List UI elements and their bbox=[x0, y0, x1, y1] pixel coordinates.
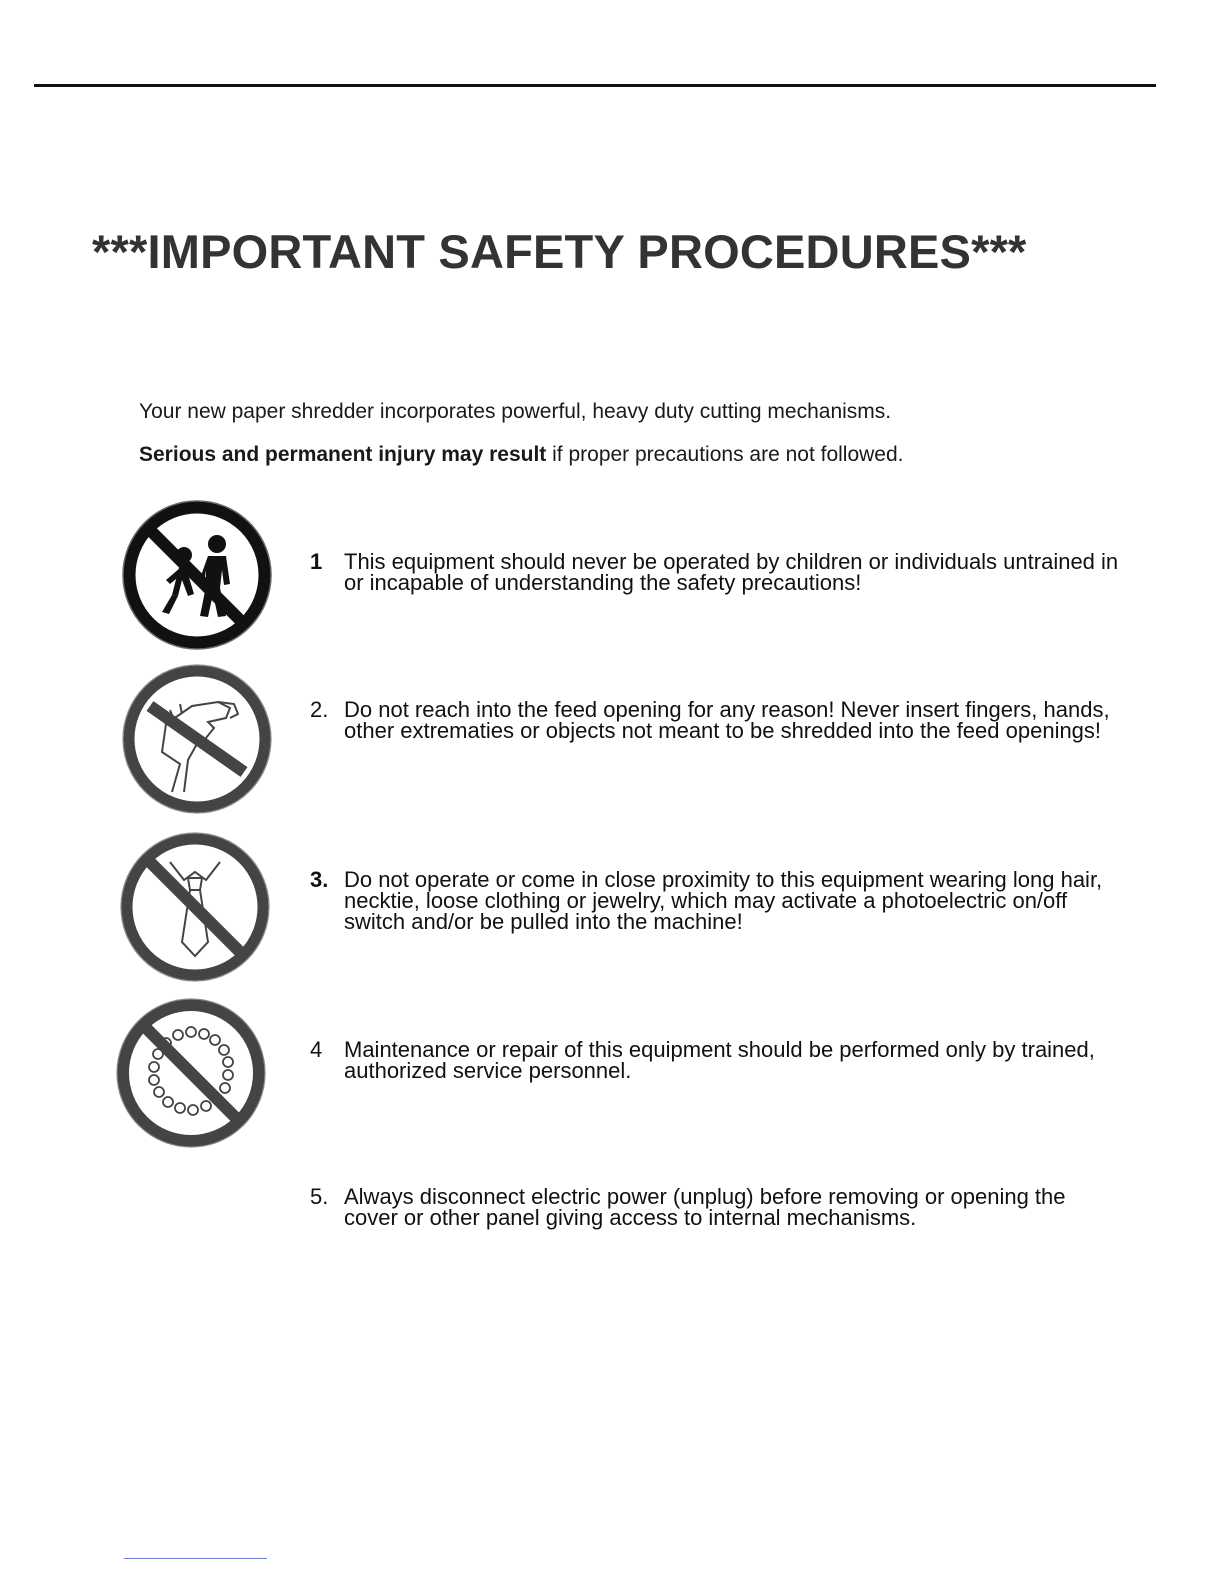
item-number: 1 bbox=[310, 549, 323, 574]
intro-warning-rest: if proper precautions are not followed. bbox=[546, 443, 904, 466]
page-title: ***IMPORTANT SAFETY PROCEDURES*** bbox=[92, 225, 1027, 278]
item-number: 5. bbox=[310, 1184, 329, 1209]
item-text: Always disconnect electric power (unplug) before removing or opening the cover or other panel giving access to internal mechanisms. bbox=[344, 1184, 1066, 1230]
no-hands-icon bbox=[122, 664, 272, 814]
intro-line-2 bbox=[139, 443, 1099, 467]
item-text: Maintenance or repair of this equipment should be performed only by trained, authorized service personnel. bbox=[344, 1037, 1095, 1083]
footer-divider bbox=[124, 1558, 267, 1559]
no-jewelry-icon bbox=[116, 998, 266, 1148]
intro-warning-bold: Serious and permanent injury may result bbox=[139, 443, 547, 466]
item-number: 4 bbox=[310, 1037, 323, 1062]
item-text: Do not operate or come in close proximity to this equipment wearing long hair, necktie, loose clothing or jewelry, which may activate a photoelectric on/off switch and/or be pulled into the machine! bbox=[344, 867, 1103, 934]
item-text: This equipment should never be operated by children or individuals untrained in or incapable of understanding the safety precautions! bbox=[344, 549, 1119, 595]
no-children-icon bbox=[122, 500, 272, 650]
intro-line-1: Your new paper shredder incorporates powerful, heavy duty cutting mechanisms. bbox=[139, 400, 892, 423]
item-text: Do not reach into the feed opening for any reason! Never insert fingers, hands, other extrematies or objects not meant to be shredded into the feed openings! bbox=[344, 697, 1110, 743]
item-number: 3. bbox=[310, 867, 329, 892]
no-necktie-icon bbox=[120, 832, 270, 982]
item-number: 2. bbox=[310, 697, 329, 722]
top-divider bbox=[34, 84, 1156, 87]
